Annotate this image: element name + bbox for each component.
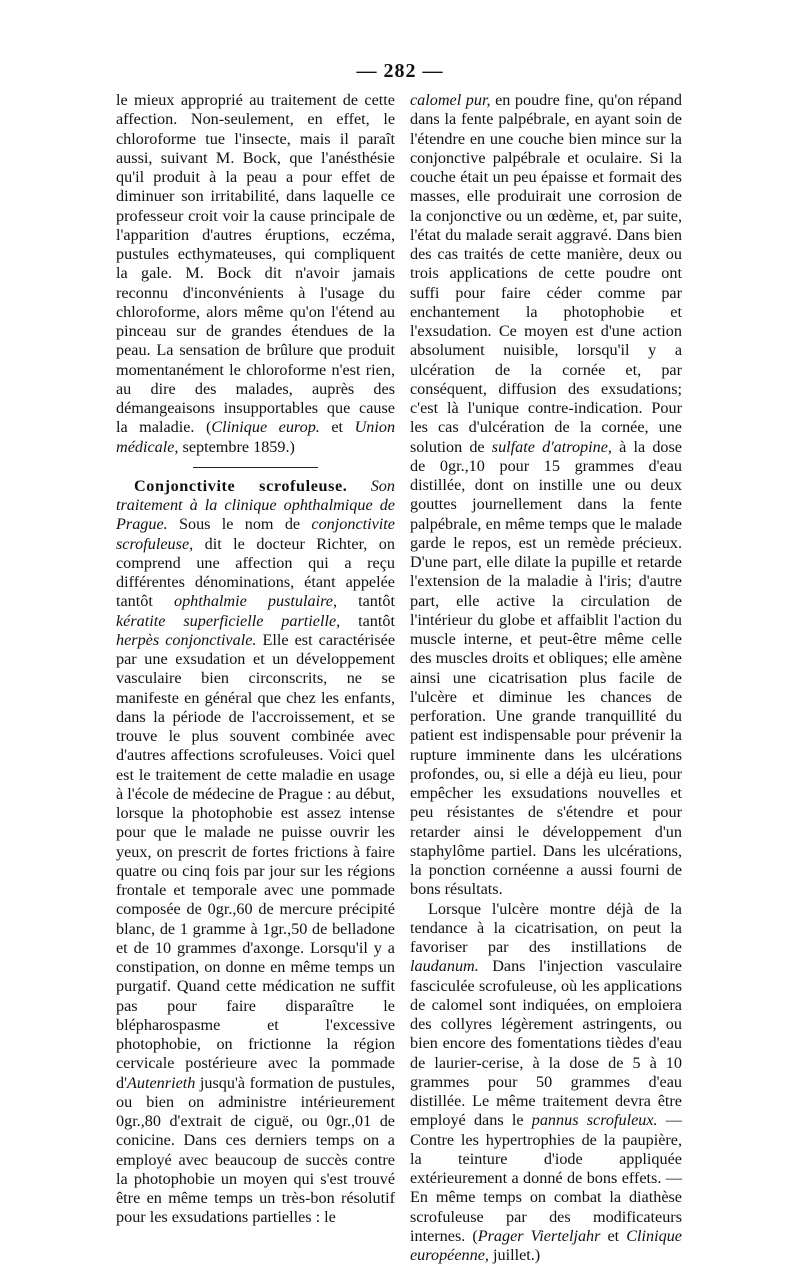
term-run: laudanum. [410, 957, 479, 975]
term-run: conjonctivite scrofuleuse, [116, 515, 395, 552]
text-run: tantôt [337, 592, 395, 610]
text-run: le mieux approprié au traitement de cette affection. Non-seulement, en effet, le chloroforme tue l'insecte, mais il paraît aussi, suivant M. Bock, que l'anésthésie qu'il produit à la peau a pour effet de diminuer son irritabilité, dans laquelle ce professeur croit voir la cause principale de l'apparition d'autres éruptions, eczéma, pustules ecthymateuses, qui compliquent la gale. M. Bock dit n'avoir jamais reconnu d'inconvénients à l'usage du chloroforme, alors même qu'on l'étend au pinceau sur de grandes étendues de la peau. La sensation de brûlure que produit momentanément le chloroforme n'est rien, au dire des malades, auprès des démangeaisons insupportables que cause la maladie. ( [116, 91, 395, 436]
text-run: — Contre les hypertrophies de la paupière, la teinture d'iode appliquée extérieurement a donné de bons effets. — En même temps on combat la diathèse scrofuleuse par des modificateurs internes. ( [410, 1111, 682, 1245]
citation-run: Clinique europ. [211, 418, 319, 436]
text-run: dit le docteur Richter, on comprend une affection qui a reçu différentes dénominations, étant appelée tantôt [116, 535, 395, 611]
text-run: Sous le nom de [168, 515, 312, 533]
term-run: kératite superficielle partielle, [116, 612, 340, 630]
subtitle-run: Son traitement à la clinique ophthalmique de Prague. [116, 477, 395, 534]
text-run: tantôt [340, 612, 395, 630]
text-run: et [600, 1227, 626, 1245]
text-run: Elle est caractérisée par une exsudation et un développement vasculaire bien circonscrits, ne se manifeste en général que chez les enfants, dans la période de l'accroissement, et se trouve le plus souvent combinée avec d'autres affections scrofuleuses. Voici quel est le traitement de cette maladie en usage à l'école de médecine de Prague : au début, lorsque la photophobie est assez intense pour que le malade ne puisse ouvrir les yeux, on prescrit de fortes frictions à faire quatre ou cinq fois par jour sur les régions frontale et temporale avec une pommade composée de 0gr.,60 de mercure précipité blanc, de 1 gramme à 1gr.,50 de belladone et de 10 grammes d'axonge. Lorsqu'il y a constipation, on donne en même temps un purgatif. Quand cette médication ne suffit pas pour faire disparaître le blépharospasme et l'excessive photophobie, on frictionne la région cervicale postérieure avec la pommade d' [116, 631, 395, 1092]
text-run: septembre 1859.) [178, 438, 294, 456]
right-column [410, 91, 682, 1265]
term-run: calomel pur, [410, 91, 491, 109]
left-column [116, 91, 395, 1228]
text-run: et [320, 418, 355, 436]
page-number: — 282 — [0, 60, 800, 83]
paragraph-cicatrisation [410, 900, 682, 1265]
citation-run: Union médicale, [116, 418, 395, 455]
term-run: pannus scrofuleux. [532, 1111, 658, 1129]
paragraph-calomel [410, 91, 682, 900]
text-run: juillet.) [489, 1246, 540, 1264]
text-run: jusqu'à formation de pustules, ou bien on administre intérieurement 0gr.,80 d'extrait de ciguë, ou 0gr.,01 de conicine. Dans ces derniers temps on a employé avec beaucoup de succès contre la photophobie un moyen qui s'est trouvé être en même temps un très-bon résolutif pour les exsudations partielles : le [116, 1074, 395, 1227]
term-run: Autenrieth [127, 1074, 195, 1092]
text-run: Dans l'injection vasculaire fasciculée scrofuleuse, où les applications de calomel sont indiquées, on emploiera des collyres légèrement astringents, ou bien encore des fomentations tièdes d'eau de laurier-cerise, à la dose de 5 à 10 grammes pour 50 grammes d'eau distillée. Le même traitement devra être employé dans le [410, 957, 682, 1129]
text-run: en poudre fine, qu'on répand dans la fente palpébrale, en ayant soin de l'étendre en une couche bien mince sur la conjonctive palpébrale et oculaire. Si la couche était un peu épaisse et formait des masses, elle produirait une corrosion de la conjonctive ou un œdème, et, par suite, l'état du malade serait aggravé. Dans bien des cas traités de cette manière, deux ou trois applications de cette poudre ont suffi pour faire céder comme par enchantement la photophobie et l'exsudation. Ce moyen est d'une action absolument nuisible, lorsqu'il y a ulcération de la cornée et, par conséquent, diffusion des exsudations; c'est là l'unique contre-indication. Pour les cas d'ulcération de la cornée, une solution de [410, 91, 682, 456]
section-divider [193, 467, 318, 468]
paragraph-gale-treatment [116, 91, 395, 457]
text-run: à la dose de 0gr.,10 pour 15 grammes d'eau distillée, dont on instille une ou deux gouttes journellement dans la fente palpébrale, en même temps que le malade garde le repos, est un remède précieux. D'une part, elle dilate la pupille et retarde l'extension de la maladie à l'iris; d'autre part, elle active la circulation de l'intérieur du globe et affaiblit l'action du muscle interne, et peut-être même celle des muscles droits et obliques; elle amène ainsi une cicatrisation plus facile de l'ulcère et diminue les chances de perforation. Une grande tranquillité du patient est indispensable pour prévenir la rupture imminente dans les ulcérations profondes, ou, si elle a déjà eu lieu, pour empêcher les exsudations nouvelles et peu résistantes de s'étendre et pour retarder ainsi le développement d'un staphylôme partiel. Dans les ulcérations, la ponction cornéenne a aussi fourni de bons résultats. [410, 438, 682, 899]
section-heading: Conjonctivite scrofuleuse. [134, 477, 347, 495]
citation-run: Prager Vierteljahr [478, 1227, 601, 1245]
term-run: herpès conjonctivale. [116, 631, 256, 649]
term-run: sulfate d'atropine, [492, 438, 612, 456]
text-run: Lorsque l'ulcère montre déjà de la tendance à la cicatrisation, on peut la favoriser par des instillations de [410, 900, 682, 957]
term-run: ophthalmie pustulaire, [174, 592, 337, 610]
citation-run: Clinique européenne, [410, 1227, 682, 1264]
paragraph-conjonctivite [116, 477, 395, 1228]
